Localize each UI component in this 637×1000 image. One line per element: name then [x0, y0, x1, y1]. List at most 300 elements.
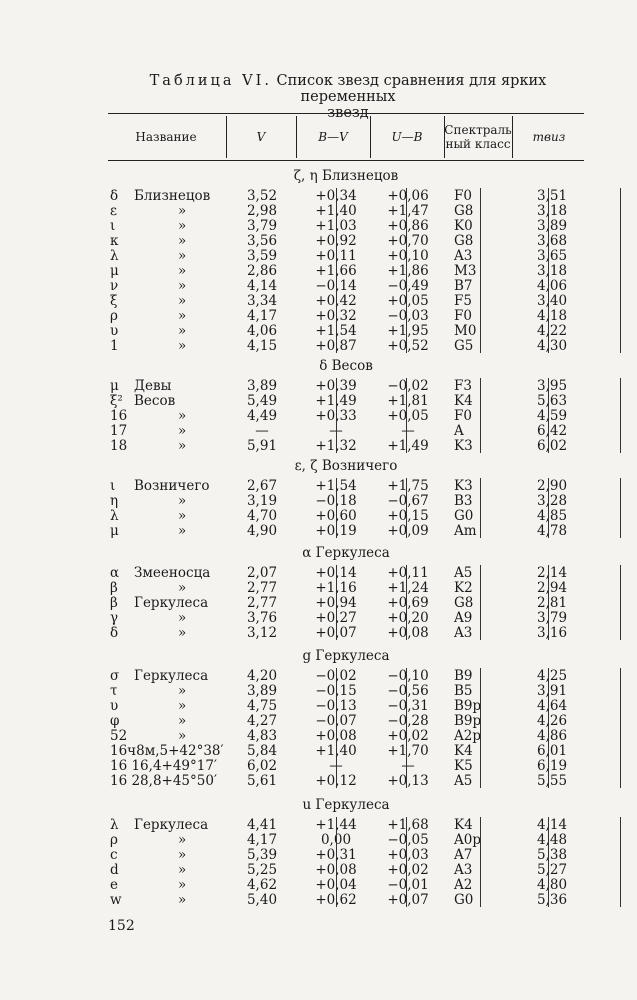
- table-row: [108, 493, 584, 509]
- table-row: [108, 338, 584, 354]
- cell-v: 3,79: [246, 218, 278, 234]
- table-row: [108, 508, 584, 524]
- cell-u-b: +0,05: [387, 408, 429, 424]
- cell-u-b: +0,86: [387, 218, 429, 234]
- cell-v: 5,25: [246, 862, 278, 878]
- cell-b-v: 0,00: [320, 832, 352, 848]
- cell-v: 6,02: [246, 758, 278, 774]
- star-constellation: »: [178, 203, 187, 219]
- star-designation: c: [110, 847, 118, 863]
- cell-spectral-class: B3: [454, 493, 473, 509]
- star-designation: τ: [110, 683, 118, 699]
- cell-spectral-class: A5: [454, 565, 473, 581]
- table-row: [108, 233, 584, 249]
- table-row: [108, 877, 584, 893]
- cell-u-b: +0,52: [387, 338, 429, 354]
- group-title: α Геркулеса: [302, 545, 390, 561]
- cell-spectral-class: G0: [454, 892, 474, 908]
- cell-mviz: 4,64: [536, 698, 568, 714]
- column-rule: [480, 378, 481, 453]
- star-designation: 16: [110, 408, 128, 424]
- cell-mviz: 5,55: [536, 773, 568, 789]
- star-designation: ξ: [110, 293, 118, 309]
- group-title: δ Весов: [319, 358, 373, 374]
- cell-v: 4,62: [246, 877, 278, 893]
- star-constellation: Змееносца: [134, 565, 211, 581]
- table-row: [108, 248, 584, 264]
- column-rule: [480, 565, 481, 640]
- cell-spectral-class: G8: [454, 233, 474, 249]
- cell-v: 2,67: [246, 478, 278, 494]
- star-designation: 16 16,4+49°17′: [110, 758, 218, 774]
- cell-mviz: 4,06: [536, 278, 568, 294]
- table-row: [108, 423, 584, 439]
- star-designation: β: [110, 595, 118, 611]
- cell-b-v: +1,44: [315, 817, 357, 833]
- cell-spectral-class: G5: [454, 338, 474, 354]
- star-designation: σ: [110, 668, 120, 684]
- cell-mviz: 4,78: [536, 523, 568, 539]
- header-mviz: mвиз: [532, 130, 566, 144]
- cell-b-v: —: [329, 423, 343, 439]
- cell-u-b: +1,49: [387, 438, 429, 454]
- cell-v: 4,20: [246, 668, 278, 684]
- star-designation: λ: [110, 508, 119, 524]
- cell-spectral-class: K4: [454, 393, 473, 409]
- star-designation: ι: [110, 478, 116, 494]
- cell-spectral-class: F5: [454, 293, 472, 309]
- star-constellation: »: [178, 877, 187, 893]
- cell-b-v: —: [329, 758, 343, 774]
- cell-u-b: +0,03: [387, 847, 429, 863]
- star-designation: β: [110, 580, 118, 596]
- header-spectral-1: Спектраль: [444, 123, 512, 137]
- column-rule: [480, 817, 481, 907]
- column-rule: [620, 188, 621, 353]
- star-designation: 17: [110, 423, 128, 439]
- column-rule: [620, 378, 621, 453]
- cell-u-b: +1,24: [387, 580, 429, 596]
- cell-spectral-class: K2: [454, 580, 473, 596]
- cell-v: 3,34: [246, 293, 278, 309]
- column-rule: [480, 478, 481, 538]
- cell-mviz: 4,25: [536, 668, 568, 684]
- cell-u-b: −0,05: [387, 832, 429, 848]
- cell-v: 2,07: [246, 565, 278, 581]
- cell-mviz: 2,14: [536, 565, 568, 581]
- star-constellation: »: [178, 263, 187, 279]
- cell-b-v: −0,02: [315, 668, 357, 684]
- table-row: [108, 378, 584, 394]
- star-constellation: Близнецов: [134, 188, 211, 204]
- column-rule: [336, 668, 337, 788]
- cell-u-b: +0,06: [387, 188, 429, 204]
- star-constellation: »: [178, 248, 187, 264]
- cell-mviz: 6,02: [536, 438, 568, 454]
- cell-spectral-class: G8: [454, 595, 474, 611]
- star-constellation: »: [178, 683, 187, 699]
- header-b-v: B—V: [318, 130, 348, 144]
- star-constellation: »: [178, 862, 187, 878]
- cell-u-b: +1,68: [387, 817, 429, 833]
- star-designation: υ: [110, 323, 119, 339]
- star-constellation: Геркулеса: [134, 595, 209, 611]
- table-row: [108, 743, 584, 759]
- cell-v: 5,49: [246, 393, 278, 409]
- cell-v: 4,27: [246, 713, 278, 729]
- table-row: [108, 523, 584, 539]
- cell-spectral-class: A3: [454, 248, 473, 264]
- cell-u-b: +1,86: [387, 263, 429, 279]
- star-designation: μ: [110, 523, 119, 539]
- table-row: [108, 698, 584, 714]
- cell-v: 4,83: [246, 728, 278, 744]
- cell-u-b: +0,02: [387, 728, 429, 744]
- column-rule: [406, 378, 407, 453]
- cell-spectral-class: Am: [454, 523, 477, 539]
- cell-mviz: 4,22: [536, 323, 568, 339]
- star-designation: ξ²: [110, 393, 123, 409]
- column-rule: [406, 817, 407, 907]
- column-rule: [620, 817, 621, 907]
- cell-u-b: +1,95: [387, 323, 429, 339]
- cell-spectral-class: K5: [454, 758, 473, 774]
- cell-v: 3,12: [246, 625, 278, 641]
- star-constellation: »: [178, 278, 187, 294]
- star-constellation: »: [178, 728, 187, 744]
- cell-u-b: +0,10: [387, 248, 429, 264]
- cell-b-v: +0,27: [315, 610, 357, 626]
- cell-u-b: +1,75: [387, 478, 429, 494]
- column-rule: [548, 478, 549, 538]
- header-v: V: [256, 130, 266, 144]
- cell-spectral-class: G0: [454, 508, 474, 524]
- cell-spectral-class: A3: [454, 625, 473, 641]
- cell-b-v: +0,19: [315, 523, 357, 539]
- star-constellation: »: [178, 625, 187, 641]
- cell-mviz: 3,40: [536, 293, 568, 309]
- cell-spectral-class: A7: [454, 847, 473, 863]
- cell-v: 4,41: [246, 817, 278, 833]
- cell-spectral-class: K4: [454, 817, 473, 833]
- cell-mviz: 4,59: [536, 408, 568, 424]
- table-row: [108, 817, 584, 833]
- group-title: u Геркулеса: [302, 797, 390, 813]
- cell-mviz: 3,18: [536, 203, 568, 219]
- cell-spectral-class: B5: [454, 683, 473, 699]
- cell-v: 5,61: [246, 773, 278, 789]
- cell-b-v: +0,34: [315, 188, 357, 204]
- cell-mviz: 2,81: [536, 595, 568, 611]
- cell-v: 3,52: [246, 188, 278, 204]
- cell-v: 4,14: [246, 278, 278, 294]
- cell-v: 3,19: [246, 493, 278, 509]
- star-constellation: »: [178, 323, 187, 339]
- cell-v: 4,75: [246, 698, 278, 714]
- cell-u-b: +0,07: [387, 892, 429, 908]
- table-row: [108, 668, 584, 684]
- star-designation: d: [110, 862, 119, 878]
- cell-mviz: 5,38: [536, 847, 568, 863]
- cell-b-v: +0,62: [315, 892, 357, 908]
- cell-spectral-class: M0: [454, 323, 477, 339]
- cell-spectral-class: F0: [454, 188, 472, 204]
- cell-mviz: 4,14: [536, 817, 568, 833]
- cell-spectral-class: F0: [454, 408, 472, 424]
- table-row: [108, 308, 584, 324]
- cell-u-b: +0,08: [387, 625, 429, 641]
- table-row: [108, 188, 584, 204]
- cell-spectral-class: F0: [454, 308, 472, 324]
- star-designation: λ: [110, 248, 119, 264]
- star-constellation: Возничего: [134, 478, 210, 494]
- cell-v: 4,90: [246, 523, 278, 539]
- cell-v: 2,86: [246, 263, 278, 279]
- cell-b-v: +0,60: [315, 508, 357, 524]
- cell-b-v: +1,54: [315, 478, 357, 494]
- star-designation: δ: [110, 625, 119, 641]
- cell-b-v: +0,39: [315, 378, 357, 394]
- column-rule: [406, 565, 407, 640]
- star-constellation: »: [178, 438, 187, 454]
- column-rule: [406, 668, 407, 788]
- star-constellation: »: [178, 233, 187, 249]
- cell-b-v: +0,07: [315, 625, 357, 641]
- star-designation: ρ: [110, 832, 118, 848]
- star-designation: δ: [110, 188, 119, 204]
- cell-spectral-class: K3: [454, 438, 473, 454]
- cell-u-b: −0,01: [387, 877, 429, 893]
- column-rule: [548, 817, 549, 907]
- cell-b-v: +0,08: [315, 862, 357, 878]
- cell-mviz: 2,90: [536, 478, 568, 494]
- cell-spectral-class: A2p: [454, 728, 481, 744]
- table-row: [108, 595, 584, 611]
- star-constellation: »: [178, 847, 187, 863]
- column-rule: [406, 188, 407, 353]
- cell-spectral-class: A9: [454, 610, 473, 626]
- cell-mviz: 3,95: [536, 378, 568, 394]
- cell-u-b: +0,02: [387, 862, 429, 878]
- header-spectral-2: ный класс: [445, 137, 511, 151]
- table-row: [108, 263, 584, 279]
- header-u-b: U—B: [391, 130, 423, 144]
- column-rule: [336, 817, 337, 907]
- cell-u-b: +0,09: [387, 523, 429, 539]
- cell-mviz: 3,68: [536, 233, 568, 249]
- cell-b-v: +1,32: [315, 438, 357, 454]
- caption-label: Таблица VI.: [149, 73, 272, 89]
- table-row: [108, 408, 584, 424]
- cell-spectral-class: A2: [454, 877, 473, 893]
- cell-v: 4,17: [246, 308, 278, 324]
- cell-spectral-class: A5: [454, 773, 473, 789]
- cell-mviz: 6,01: [536, 743, 568, 759]
- cell-v: 3,59: [246, 248, 278, 264]
- cell-v: 4,17: [246, 832, 278, 848]
- cell-u-b: +1,70: [387, 743, 429, 759]
- column-rule: [620, 478, 621, 538]
- cell-b-v: −0,07: [315, 713, 357, 729]
- cell-mviz: 4,86: [536, 728, 568, 744]
- star-constellation: »: [178, 218, 187, 234]
- cell-b-v: +0,33: [315, 408, 357, 424]
- cell-b-v: +1,03: [315, 218, 357, 234]
- star-designation: α: [110, 565, 120, 581]
- cell-v: 4,15: [246, 338, 278, 354]
- star-designation: η: [110, 493, 119, 509]
- star-designation: μ: [110, 263, 119, 279]
- caption-title-line2: звезд: [327, 105, 369, 121]
- star-constellation: »: [178, 423, 187, 439]
- cell-mviz: 6,19: [536, 758, 568, 774]
- star-designation: φ: [110, 713, 120, 729]
- star-designation: μ: [110, 378, 119, 394]
- cell-b-v: +0,94: [315, 595, 357, 611]
- star-designation: ι: [110, 218, 116, 234]
- star-designation: 16 28,8+45°50′: [110, 773, 218, 789]
- column-rule: [480, 188, 481, 353]
- star-constellation: Геркулеса: [134, 668, 209, 684]
- cell-mviz: 3,89: [536, 218, 568, 234]
- column-rule: [548, 565, 549, 640]
- cell-b-v: +0,14: [315, 565, 357, 581]
- column-rule: [548, 188, 549, 353]
- cell-spectral-class: K0: [454, 218, 473, 234]
- table-row: [108, 625, 584, 641]
- star-constellation: »: [178, 610, 187, 626]
- column-rule: [548, 378, 549, 453]
- cell-b-v: −0,15: [315, 683, 357, 699]
- star-constellation: »: [178, 580, 187, 596]
- group-title: ζ, η Близнецов: [293, 168, 399, 184]
- cell-spectral-class: B9: [454, 668, 473, 684]
- table-row: [108, 393, 584, 409]
- table-row: [108, 438, 584, 454]
- cell-mviz: 3,91: [536, 683, 568, 699]
- cell-b-v: +0,08: [315, 728, 357, 744]
- cell-spectral-class: F3: [454, 378, 472, 394]
- table-row: [108, 323, 584, 339]
- cell-mviz: 4,80: [536, 877, 568, 893]
- cell-b-v: +0,04: [315, 877, 357, 893]
- cell-u-b: −0,28: [387, 713, 429, 729]
- cell-b-v: +1,40: [315, 203, 357, 219]
- cell-spectral-class: A: [454, 423, 464, 439]
- star-designation: ν: [110, 278, 119, 294]
- cell-spectral-class: K4: [454, 743, 473, 759]
- cell-v: 5,91: [246, 438, 278, 454]
- cell-u-b: +1,47: [387, 203, 429, 219]
- star-constellation: Геркулеса: [134, 817, 209, 833]
- star-designation: w: [110, 892, 122, 908]
- star-constellation: Девы: [134, 378, 172, 394]
- header-name: Название: [135, 130, 197, 144]
- cell-u-b: −0,49: [387, 278, 429, 294]
- table-row: [108, 847, 584, 863]
- cell-v: 3,89: [246, 683, 278, 699]
- star-constellation: »: [178, 713, 187, 729]
- star-designation: κ: [110, 233, 119, 249]
- cell-mviz: 5,36: [536, 892, 568, 908]
- table-row: [108, 478, 584, 494]
- column-rule: [480, 668, 481, 788]
- cell-u-b: −0,03: [387, 308, 429, 324]
- star-constellation: »: [178, 493, 187, 509]
- cell-b-v: +0,11: [315, 248, 357, 264]
- page-number: 152: [108, 918, 135, 934]
- column-rule: [336, 378, 337, 453]
- cell-v: 3,76: [246, 610, 278, 626]
- cell-mviz: 3,18: [536, 263, 568, 279]
- table-row: [108, 773, 584, 789]
- star-designation: ρ: [110, 308, 118, 324]
- cell-u-b: −0,02: [387, 378, 429, 394]
- table-row: [108, 758, 584, 774]
- cell-b-v: +1,54: [315, 323, 357, 339]
- cell-u-b: +0,05: [387, 293, 429, 309]
- star-constellation: Весов: [134, 393, 176, 409]
- cell-u-b: +0,20: [387, 610, 429, 626]
- cell-b-v: +0,92: [315, 233, 357, 249]
- cell-mviz: 4,30: [536, 338, 568, 354]
- star-designation: 18: [110, 438, 128, 454]
- cell-u-b: +0,15: [387, 508, 429, 524]
- star-constellation: »: [178, 698, 187, 714]
- column-rule: [406, 478, 407, 538]
- cell-u-b: +0,69: [387, 595, 429, 611]
- star-designation: 52: [110, 728, 128, 744]
- table-row: [108, 203, 584, 219]
- star-constellation: »: [178, 293, 187, 309]
- cell-v: 4,49: [246, 408, 278, 424]
- star-constellation: »: [178, 408, 187, 424]
- cell-mviz: 4,85: [536, 508, 568, 524]
- cell-mviz: 2,94: [536, 580, 568, 596]
- table-row: [108, 683, 584, 699]
- cell-u-b: +1,81: [387, 393, 429, 409]
- cell-mviz: 3,28: [536, 493, 568, 509]
- cell-spectral-class: B9p: [454, 713, 482, 729]
- cell-u-b: +0,70: [387, 233, 429, 249]
- cell-b-v: +0,31: [315, 847, 357, 863]
- star-constellation: »: [178, 338, 187, 354]
- star-designation: e: [110, 877, 118, 893]
- star-designation: υ: [110, 698, 119, 714]
- cell-v: 3,56: [246, 233, 278, 249]
- cell-u-b: +0,13: [387, 773, 429, 789]
- cell-b-v: +0,42: [315, 293, 357, 309]
- cell-b-v: −0,18: [315, 493, 357, 509]
- cell-v: —: [255, 423, 269, 439]
- cell-v: 5,40: [246, 892, 278, 908]
- column-rule: [548, 668, 549, 788]
- cell-v: 2,98: [246, 203, 278, 219]
- star-designation: λ: [110, 817, 119, 833]
- star-constellation: »: [178, 832, 187, 848]
- cell-spectral-class: G8: [454, 203, 474, 219]
- star-designation: γ: [110, 610, 119, 626]
- cell-u-b: −0,31: [387, 698, 429, 714]
- column-rule: [336, 478, 337, 538]
- cell-mviz: 4,26: [536, 713, 568, 729]
- cell-b-v: −0,14: [315, 278, 357, 294]
- cell-spectral-class: K3: [454, 478, 473, 494]
- table-row: [108, 293, 584, 309]
- table-row: [108, 580, 584, 596]
- cell-b-v: +1,40: [315, 743, 357, 759]
- star-designation: 16ч8м,5+42°38′: [110, 743, 224, 759]
